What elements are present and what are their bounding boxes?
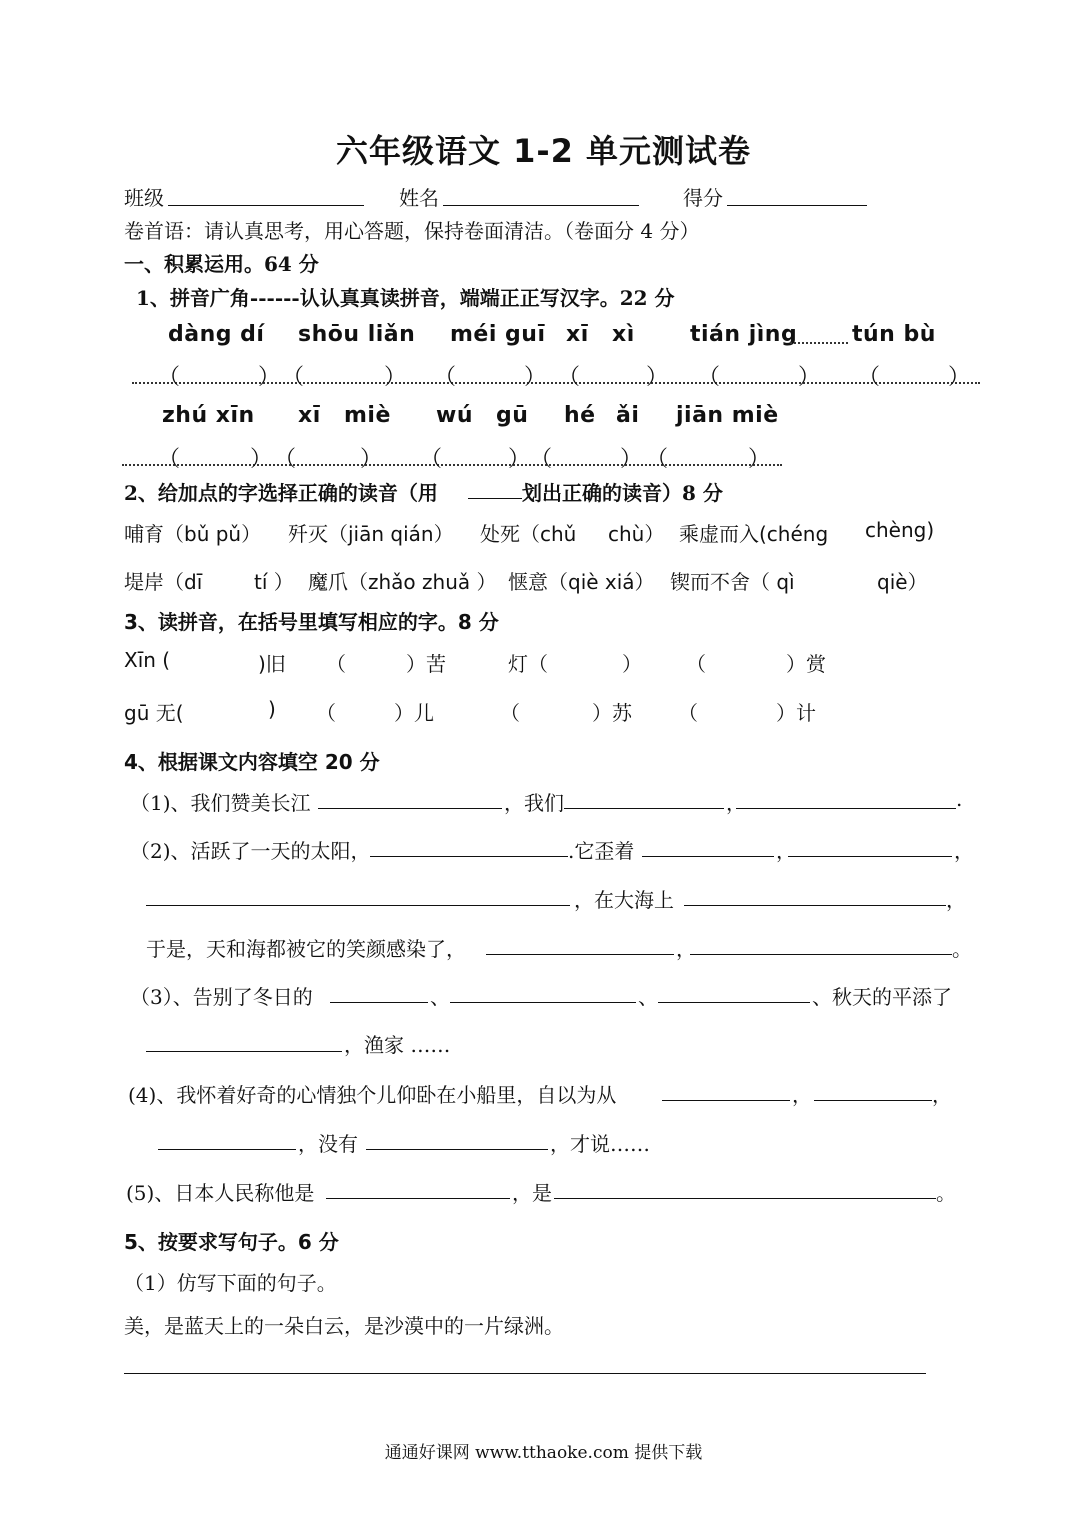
q4-text: 、 (638, 985, 658, 1009)
score-label: 得分 (683, 186, 723, 210)
paren-open: （ (158, 365, 181, 390)
q3-item: ) (268, 697, 276, 721)
q3-item: ）计 (776, 701, 816, 725)
footer: 通通好课网 www.tthaoke.com 提供下载 (384, 1443, 703, 1463)
class-label: 班级 (124, 186, 164, 210)
underline-sample (468, 498, 522, 499)
answer-blank[interactable] (814, 1100, 932, 1101)
q3-item: （ (500, 701, 520, 725)
answer-line[interactable] (124, 1373, 926, 1374)
q3-item: ） (622, 652, 642, 676)
paren-close: ） (748, 447, 771, 472)
answer-blank[interactable] (146, 1051, 342, 1052)
answer-blank[interactable] (146, 905, 570, 906)
answer-blank[interactable] (642, 856, 774, 857)
q2-item[interactable]: 哺育（bǔ pǔ） (124, 522, 262, 546)
pinyin-item: xī (298, 403, 321, 428)
q4-text: ， (776, 839, 796, 863)
q3-heading: 3、读拼音，在括号里填写相应的字。8 分 (124, 610, 499, 634)
q3-item: （ (326, 652, 346, 676)
q3-item: （ (316, 701, 336, 725)
q2-item[interactable]: 惬意（qiè xiá） (508, 570, 655, 594)
paren-open: （ (158, 447, 181, 472)
q3-item: ）苏 (592, 701, 632, 725)
answer-blank[interactable] (788, 856, 952, 857)
section1-heading: 一、积累运用。64 分 (124, 252, 319, 276)
pinyin-item: xī (566, 322, 589, 347)
q4-heading: 4、根据课文内容填空 20 分 (124, 750, 380, 774)
q3-item: 灯（ (508, 652, 548, 676)
paren-close: ） (508, 447, 531, 472)
q2-item[interactable]: 处死（chǔ (480, 522, 577, 546)
answer-blank[interactable] (564, 808, 724, 809)
q2-item[interactable]: 魔爪（zhǎo zhuǎ ） (308, 570, 497, 594)
paren-open: （ (282, 365, 305, 390)
paren-open: （ (858, 365, 881, 390)
answer-blank[interactable] (366, 1149, 548, 1150)
q4-text: ，才说…… (550, 1132, 650, 1156)
pinyin-item: gū (496, 403, 529, 428)
paren-open: （ (274, 447, 297, 472)
q3-item: ）赏 (786, 652, 826, 676)
answer-blank[interactable] (736, 808, 956, 809)
q2-item[interactable]: chù） (608, 522, 665, 546)
q4-text: ，我们 (504, 791, 564, 815)
paren-open: （ (434, 365, 457, 390)
pinyin-item: jiān miè (676, 403, 779, 428)
paren-close: ） (258, 365, 281, 390)
q4-text: 。 (952, 937, 972, 961)
paren-close: ） (620, 447, 643, 472)
paren-open: （ (646, 447, 669, 472)
paren-close: ） (360, 447, 383, 472)
answer-blank[interactable] (370, 856, 568, 857)
dotted-baseline (122, 464, 782, 466)
q4-text: ， (726, 791, 746, 815)
q4-text: ，在大海上 (574, 888, 674, 912)
pinyin-item: zhú xīn (162, 403, 255, 428)
q2-heading-b: 划出正确的读音）8 分 (522, 481, 723, 505)
q2-item[interactable]: qiè） (877, 570, 928, 594)
pinyin-item: miè (344, 403, 391, 428)
q3-item: Xīn ( (124, 648, 171, 672)
paren-open: （ (530, 447, 553, 472)
q2-item[interactable]: 锲而不舍（ qì (670, 570, 795, 594)
name-blank[interactable] (443, 205, 639, 206)
q3-item: ）苦 (406, 652, 446, 676)
q3-item: ）儿 (394, 701, 434, 725)
q4-text: ， (954, 839, 974, 863)
answer-blank[interactable] (662, 1100, 790, 1101)
q3-item: gū 无( (124, 701, 184, 725)
q4-text: ， (792, 1083, 812, 1107)
q4-text: ， (676, 937, 696, 961)
q3-item: （ (686, 652, 706, 676)
q4-text: .它歪着 (568, 839, 635, 863)
q4-text: 。 (936, 1181, 956, 1205)
q4-text: ，渔家 …… (344, 1033, 451, 1057)
q4-text: (5)、日本人民称他是 (126, 1181, 315, 1205)
pinyin-item: xì (612, 322, 635, 347)
paren-close: ） (948, 365, 971, 390)
q5-sub1: （1）仿写下面的句子。 (124, 1271, 337, 1295)
dotted-leader (790, 342, 848, 344)
answer-blank[interactable] (554, 1198, 936, 1199)
pinyin-item: dàng dí (168, 322, 265, 347)
q1-heading: 1、拼音广角------认认真真读拼音，端端正正写汉字。22 分 (136, 286, 675, 310)
pinyin-item: tián jìng (690, 322, 798, 347)
q4-text: ，没有 (298, 1132, 358, 1156)
q2-item[interactable]: 歼灭（jiān qián） (288, 522, 454, 546)
paren-open: （ (558, 365, 581, 390)
pinyin-item: hé (564, 403, 596, 428)
q4-text: 、 (430, 985, 450, 1009)
class-blank[interactable] (168, 205, 364, 206)
q4-text: ， (932, 1083, 952, 1107)
name-label: 姓名 (399, 186, 439, 210)
q4-text: 、秋天的平添了 (812, 985, 952, 1009)
answer-blank[interactable] (450, 1002, 636, 1003)
pinyin-item: wú (436, 403, 473, 428)
q5-heading: 5、按要求写句子。6 分 (124, 1230, 339, 1254)
pinyin-item: ǎi (616, 403, 640, 428)
score-blank[interactable] (727, 205, 867, 206)
paren-close: ） (524, 365, 547, 390)
q4-text: ，是 (512, 1181, 552, 1205)
q2-heading-a: 2、给加点的字选择正确的读音（用 (124, 481, 438, 505)
answer-blank[interactable] (318, 808, 502, 809)
q2-item[interactable]: 乘虚而入(chéng (679, 522, 829, 546)
paren-close: ） (798, 365, 821, 390)
q2-item[interactable]: tí ） (254, 570, 294, 594)
q3-item: （ (678, 701, 698, 725)
answer-blank[interactable] (330, 1002, 428, 1003)
answer-blank[interactable] (690, 954, 952, 955)
q4-text: （2)、活跃了一天的太阳， (130, 839, 371, 863)
pinyin-item: méi guī (450, 322, 546, 347)
paren-close: ） (250, 447, 273, 472)
q2-item[interactable]: chèng) (865, 518, 935, 542)
answer-blank[interactable] (326, 1198, 510, 1199)
q4-text: ， (946, 888, 966, 912)
answer-blank[interactable] (658, 1002, 810, 1003)
paren-open: （ (420, 447, 443, 472)
q4-text: （1)、我们赞美长江 (130, 791, 311, 815)
paren-close: ） (384, 365, 407, 390)
answer-blank[interactable] (158, 1149, 296, 1150)
answer-blank[interactable] (486, 954, 674, 955)
answer-blank[interactable] (684, 905, 946, 906)
pinyin-item: shōu liǎn (298, 322, 416, 347)
q4-text: 于是，天和海都被它的笑颜感染了， (146, 937, 466, 961)
paren-open: （ (698, 365, 721, 390)
q5-example: 美，是蓝天上的一朵白云，是沙漠中的一片绿洲。 (124, 1314, 564, 1338)
q4-text: . (956, 787, 963, 811)
q2-item[interactable]: 堤岸（dī (124, 570, 203, 594)
pinyin-item: tún bù (852, 322, 936, 347)
paren-close: ） (646, 365, 669, 390)
page-title: 六年级语文 1-2 单元测试卷 (335, 132, 752, 170)
q4-text: （3）、告别了冬日的 (130, 985, 313, 1009)
q3-item: )旧 (258, 652, 286, 676)
q4-text: (4)、我怀着好奇的心情独个儿仰卧在小船里，自以为从 (128, 1083, 617, 1107)
preface: 卷首语：请认真思考，用心答题，保持卷面清洁。（卷面分 4 分） (124, 219, 700, 243)
